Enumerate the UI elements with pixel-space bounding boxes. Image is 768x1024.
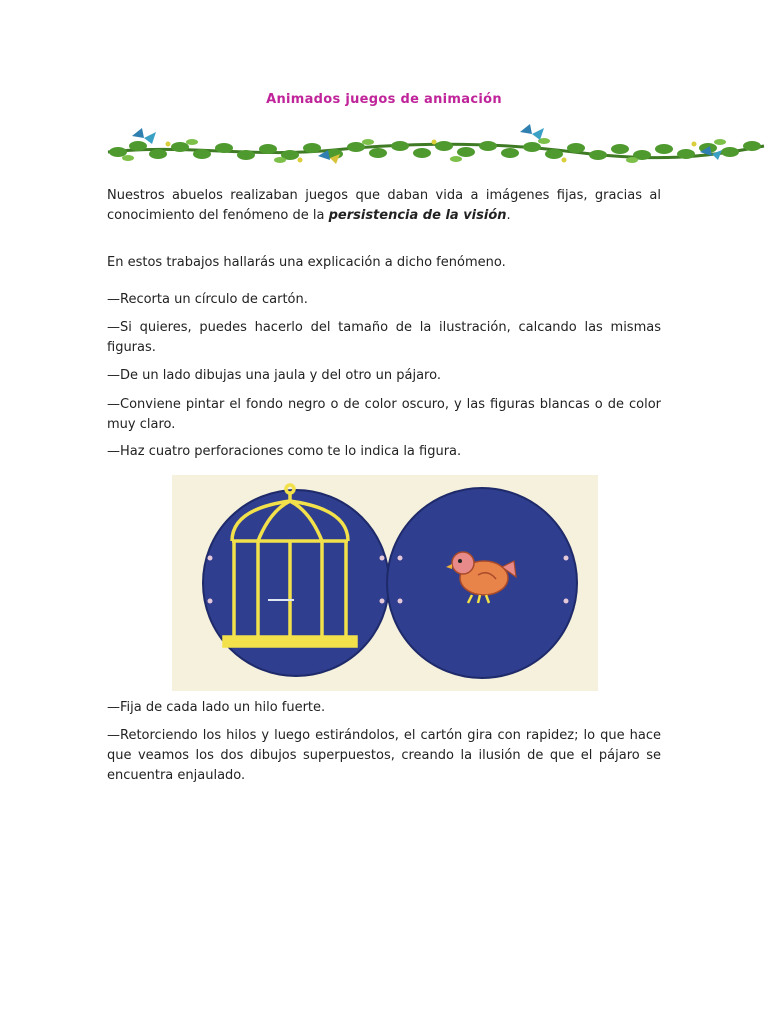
disc-illustration — [172, 475, 598, 691]
step-4: —Conviene pintar el fondo negro o de color oscuro, y las figuras blancas o de color muy claro. — [107, 397, 661, 432]
paragraph-trabajos: En estos trabajos hallarás una explicación a dicho fenómeno. — [107, 255, 506, 270]
step-2: —Si quieres, puedes hacerlo del tamaño de la ilustración, calcando las mismas figuras. — [107, 320, 661, 355]
step-6: —Fija de cada lado un hilo fuerte. — [107, 700, 326, 715]
intro-text-end: . — [506, 208, 511, 223]
bird-disc — [387, 488, 577, 678]
step-5: —Haz cuatro perforaciones como te lo indica la figura. — [107, 444, 462, 459]
step-7: —Retorciendo los hilos y luego estirándolos, el cartón gira con rapidez; lo que hace que veamos los dos dibujos superpuestos, creando la ilusión de que el pájaro se encuentra enjaulado. — [107, 728, 661, 783]
butterfly-icon — [520, 124, 544, 140]
step-1: —Recorta un círculo de cartón. — [107, 292, 308, 307]
page-title: Animados juegos de animación — [266, 92, 502, 107]
leaf-garland-icon — [104, 122, 768, 170]
step-3: —De un lado dibujas una jaula y del otro un pájaro. — [107, 368, 441, 383]
intro-paragraph — [107, 186, 661, 226]
intro-text: Nuestros abuelos realizaban juegos que daban vida a imágenes fijas, gracias al conocimiento del fenómeno de la — [107, 188, 661, 223]
emphasis-persistencia: persistencia de la visión — [328, 208, 507, 223]
